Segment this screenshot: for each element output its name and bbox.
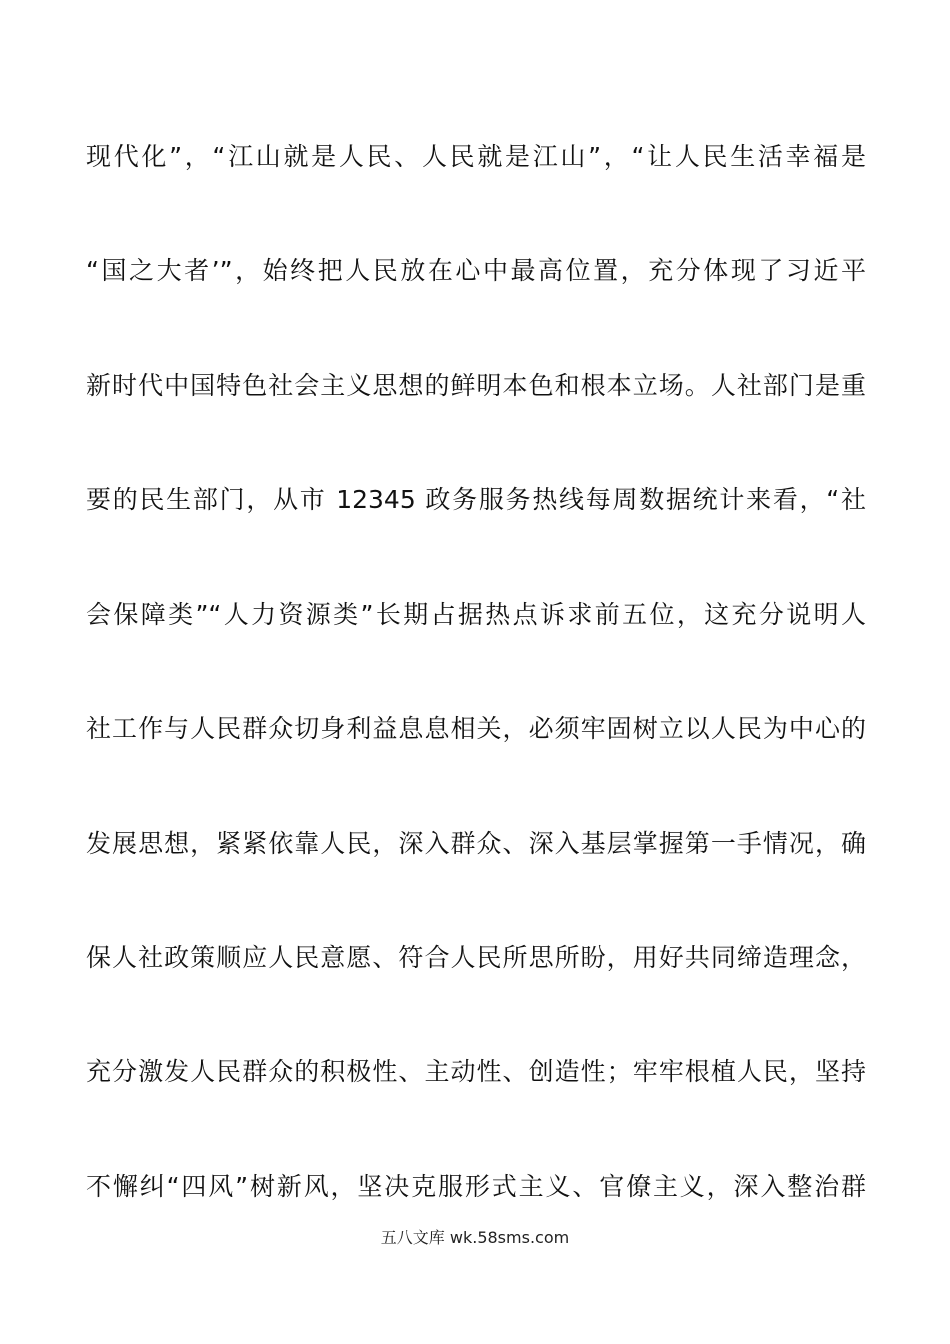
paragraph-line-2: “国之大者’”，始终把人民放在心中最高位置，充分体现了习近平: [86, 256, 866, 285]
paragraph-line-5: 会保障类”“人力资源类”长期占据热点诉求前五位，这充分说明人: [86, 600, 866, 629]
paragraph-line-3: 新时代中国特色社会主义思想的鲜明本色和根本立场。人社部门是重: [86, 371, 866, 400]
paragraph-line-8: 保人社政策顺应人民意愿、符合人民所思所盼，用好共同缔造理念，: [86, 943, 866, 972]
paragraph-line-6: 社工作与人民群众切身利益息息相关，必须牢固树立以人民为中心的: [86, 714, 866, 743]
paragraph-line-7: 发展思想，紧紧依靠人民，深入群众、深入基层掌握第一手情况，确: [86, 829, 866, 858]
paragraph-line-1: 现代化”，“江山就是人民、人民就是江山”，“让人民生活幸福是: [86, 142, 866, 171]
paragraph-line-4: 要的民生部门，从市 12345 政务服务热线每周数据统计来看，“社: [86, 485, 866, 514]
paragraph-line-10: 不懈纠“四风”树新风，坚决克服形式主义、官僚主义，深入整治群: [86, 1172, 866, 1201]
footer-watermark: 五八文库 wk.58sms.com: [380, 1228, 570, 1247]
paragraph-line-9: 充分激发人民群众的积极性、主动性、创造性；牢牢根植人民，坚持: [86, 1057, 866, 1086]
